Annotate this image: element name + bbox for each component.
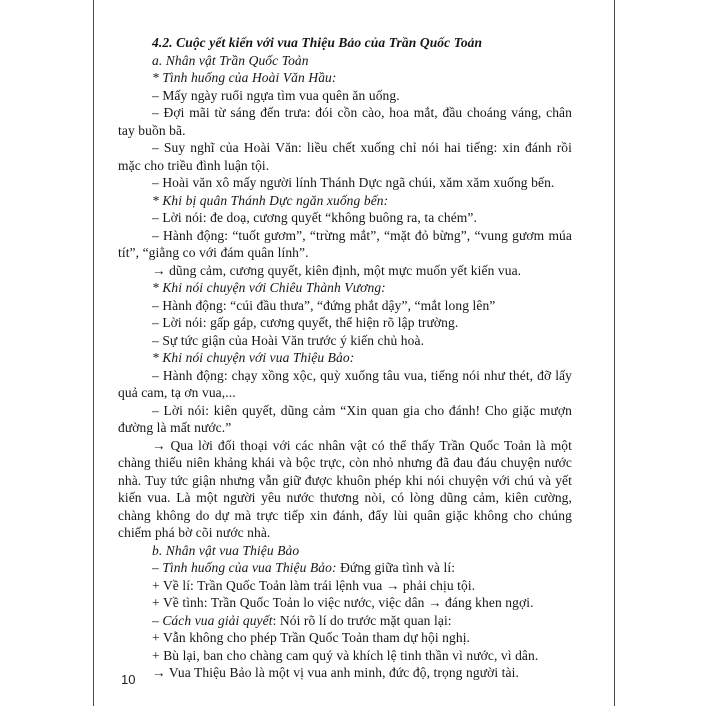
subheading-blocked: * Khi bị quân Thánh Dực ngăn xuống bến: xyxy=(152,192,389,208)
list-item: – Hoài văn xô mấy người lính Thánh Dực ngã chúi, xăm xăm xuống bến. xyxy=(152,175,555,190)
list-item: – Sự tức giận của Hoài Văn trước ý kiến chủ hoà. xyxy=(152,332,425,348)
list-item-mixed xyxy=(118,559,572,577)
section-heading-b: b. Nhân vật vua Thiệu Bảo xyxy=(152,542,300,558)
sub-item: + Bù lại, ban cho chàng cam quý và khích lệ tinh thần vì nước, vì dân. xyxy=(152,647,539,663)
item-lead-italic: – Tình huống của vua Thiệu Bảo: xyxy=(152,560,337,575)
sub-item: + Về tình: Trần Quốc Toản lo việc nước, việc dân → đáng khen ngợi. xyxy=(152,595,534,610)
list-item: – Lời nói: đe doạ, cương quyết “không buông ra, ta chém”. xyxy=(152,210,477,225)
subheading-chieu-thanh: * Khi nói chuyện với Chiêu Thành Vương: xyxy=(152,280,386,295)
arrow-summary-paragraph: → Qua lời đối thoại với các nhân vật có thể thấy Trần Quốc Toản là một chàng thiếu niên khảng khái và bộc trực, còn nhỏ nhưng đã đau đáu chuyện nước nhà. Tuy tức giận nhưng vẫn giữ được khuôn phép khi nói chuyện với chú và yết kiến vua. Là một người yêu nước thương nòi, có lòng dũng cảm, kiên cường, chàng không do dự mà trực tiếp xin đánh, đẩy lùi quân giặc không cho chúng chiếm phá bờ cõi nước nhà. xyxy=(118,437,572,540)
item-lead-italic: – Cách vua giải quyết xyxy=(152,612,273,628)
list-item: – Lời nói: gấp gáp, cương quyết, thể hiện rõ lập trường. xyxy=(152,315,459,330)
list-item: – Hành động: “tuốt gươm”, “trừng mắt”, “mặt đỏ bừng”, “vung gươm múa tít”, “giằng co với đám quân lính”. xyxy=(118,227,572,260)
item-rest: : Nói rõ lí do trước mặt quan lại: xyxy=(272,612,452,628)
list-item: – Suy nghĩ của Hoài Văn: liều chết xuống chỉ nói hai tiếng: xin đánh rồi mặc cho triều đình luận tội. xyxy=(118,140,572,173)
sub-item: + Về lí: Trần Quốc Toản làm trái lệnh vua → phải chịu tội. xyxy=(152,577,476,593)
section-heading-a: a. Nhân vật Trần Quốc Toản xyxy=(152,52,309,68)
list-item: – Hành động: “cúi đầu thưa”, “đứng phắt dậy”, “mắt long lên” xyxy=(152,297,496,313)
page-number: 10 xyxy=(121,672,136,687)
list-item-mixed xyxy=(118,612,572,630)
document-body xyxy=(118,34,572,682)
list-item: – Hành động: chạy xồng xộc, quỳ xuống tâu vua, tiếng nói như thét, đỡ lấy quả cam, tạ ơn vua,... xyxy=(118,367,572,400)
list-item: – Lời nói: kiên quyết, dũng cảm “Xin quan gia cho đánh! Cho giặc mượn đường là mất nước.” xyxy=(118,402,572,435)
list-item: – Mấy ngày ruổi ngựa tìm vua quên ăn uống. xyxy=(152,87,400,103)
arrow-conclusion: → dũng cảm, cương quyết, kiên định, một mực muốn yết kiến vua. xyxy=(152,262,522,278)
list-item: – Đợi mãi từ sáng đến trưa: đói cồn cào, hoa mắt, đầu choáng váng, chân tay buồn bã. xyxy=(118,105,572,138)
subheading-thieu-bao: * Khi nói chuyện với vua Thiệu Bảo: xyxy=(152,350,355,365)
arrow-conclusion: → Vua Thiệu Bảo là một vị vua anh minh, đức độ, trọng người tài. xyxy=(152,665,519,680)
subheading-situation: * Tình huống của Hoài Văn Hầu: xyxy=(152,70,337,85)
document-title: 4.2. Cuộc yết kiến với vua Thiệu Bảo của Trần Quốc Toản xyxy=(152,35,483,50)
page-border-right xyxy=(614,0,615,706)
sub-item: + Vẫn không cho phép Trần Quốc Toản tham dự hội nghị. xyxy=(152,630,471,645)
item-rest: Đứng giữa tình và lí: xyxy=(336,560,456,575)
page-border-left xyxy=(93,0,94,706)
